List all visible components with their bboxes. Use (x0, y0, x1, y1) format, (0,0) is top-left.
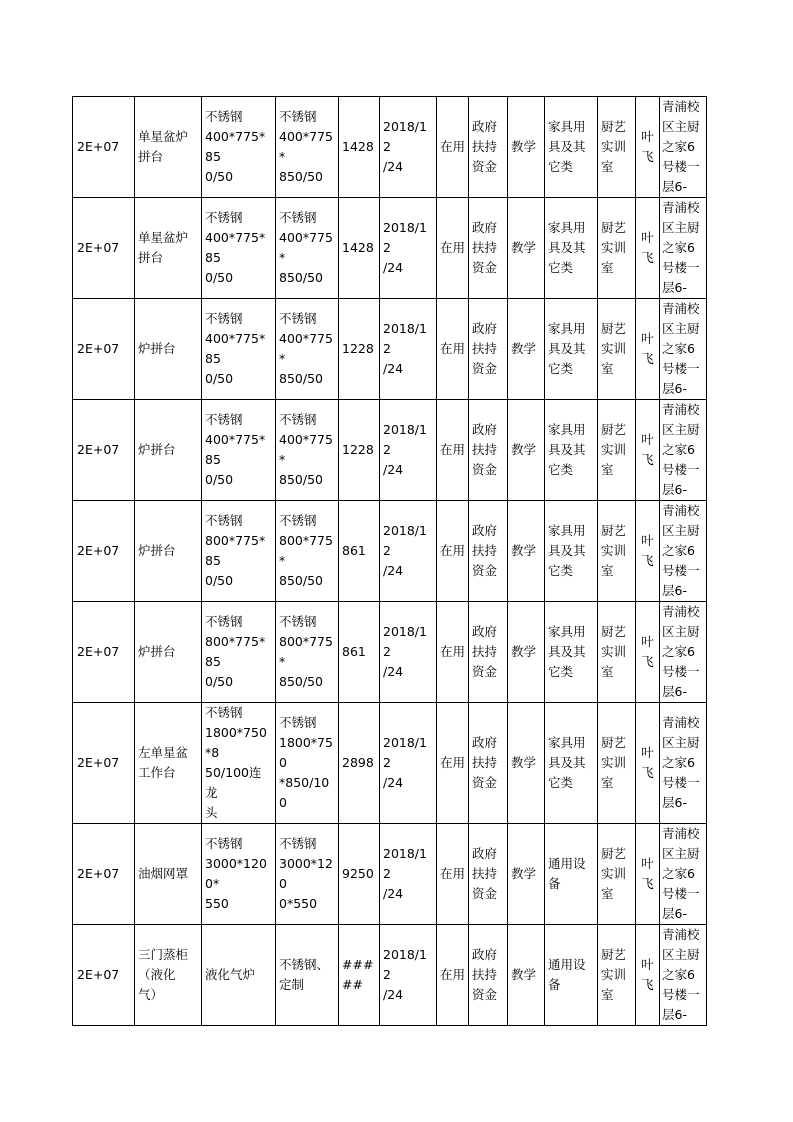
category-cell: 家具用 具及其 它类 (545, 400, 598, 501)
model-cell: 不锈钢 400*775* 850/50 (276, 299, 339, 400)
status-cell: 在用 (437, 97, 469, 198)
status-cell: 在用 (437, 198, 469, 299)
asset-code-cell: 2E+07 (73, 501, 135, 602)
material-spec-cell: 不锈钢 400*775*85 0/50 (202, 400, 276, 501)
material-spec-cell: 不锈钢 1800*750*8 50/100连龙 头 (202, 703, 276, 824)
model-cell: 不锈钢 800*775* 850/50 (276, 501, 339, 602)
material-spec-cell: 不锈钢 3000*1200* 550 (202, 824, 276, 925)
status-cell: 在用 (437, 501, 469, 602)
custodian-cell: 叶 飞 (636, 299, 660, 400)
purchase-date-cell: 2018/12 /24 (380, 97, 437, 198)
location-cell: 青浦校 区主厨 之家6 号楼一 层6- (660, 602, 707, 703)
asset-name-cell: 三门蒸柜 （液化 气） (135, 925, 202, 1026)
asset-name-cell: 炉拼台 (135, 501, 202, 602)
purchase-date-cell: 2018/12 /24 (380, 602, 437, 703)
model-cell: 不锈钢 1800*750 *850/100 (276, 703, 339, 824)
model-cell: 不锈钢 3000*120 0*550 (276, 824, 339, 925)
table-row (73, 602, 707, 703)
usage-cell: 教学 (508, 299, 545, 400)
asset-name-cell: 炉拼台 (135, 299, 202, 400)
purchase-date-cell: 2018/12 /24 (380, 501, 437, 602)
funding-source-cell: 政府 扶持 资金 (469, 198, 508, 299)
purchase-date-cell: 2018/12 /24 (380, 400, 437, 501)
category-cell: 家具用 具及其 它类 (545, 198, 598, 299)
funding-source-cell: 政府 扶持 资金 (469, 925, 508, 1026)
category-cell: 通用设 备 (545, 925, 598, 1026)
asset-name-cell: 炉拼台 (135, 602, 202, 703)
usage-cell: 教学 (508, 925, 545, 1026)
usage-cell: 教学 (508, 703, 545, 824)
price-cell: 2898 (339, 703, 380, 824)
custodian-cell: 叶 飞 (636, 198, 660, 299)
table-row (73, 97, 707, 198)
category-cell: 家具用 具及其 它类 (545, 703, 598, 824)
table-row (73, 501, 707, 602)
usage-cell: 教学 (508, 198, 545, 299)
model-cell: 不锈钢 400*775* 850/50 (276, 400, 339, 501)
department-cell: 厨艺 实训 室 (598, 501, 636, 602)
department-cell: 厨艺 实训 室 (598, 400, 636, 501)
funding-source-cell: 政府 扶持 资金 (469, 501, 508, 602)
asset-code-cell: 2E+07 (73, 299, 135, 400)
purchase-date-cell: 2018/12 /24 (380, 824, 437, 925)
asset-name-cell: 炉拼台 (135, 400, 202, 501)
model-cell: 不锈钢 400*775* 850/50 (276, 97, 339, 198)
status-cell: 在用 (437, 824, 469, 925)
location-cell: 青浦校 区主厨 之家6 号楼一 层6- (660, 824, 707, 925)
category-cell: 通用设 备 (545, 824, 598, 925)
asset-code-cell: 2E+07 (73, 824, 135, 925)
custodian-cell: 叶 飞 (636, 602, 660, 703)
model-cell: 不锈钢 800*775* 850/50 (276, 602, 339, 703)
material-spec-cell: 不锈钢 400*775*85 0/50 (202, 97, 276, 198)
price-cell: 1428 (339, 97, 380, 198)
price-cell: 861 (339, 602, 380, 703)
asset-code-cell: 2E+07 (73, 925, 135, 1026)
location-cell: 青浦校 区主厨 之家6 号楼一 层6- (660, 925, 707, 1026)
asset-code-cell: 2E+07 (73, 703, 135, 824)
table-row (73, 299, 707, 400)
price-cell: 9250 (339, 824, 380, 925)
custodian-cell: 叶 飞 (636, 703, 660, 824)
asset-code-cell: 2E+07 (73, 198, 135, 299)
usage-cell: 教学 (508, 501, 545, 602)
custodian-cell: 叶 飞 (636, 97, 660, 198)
price-cell: 1228 (339, 299, 380, 400)
status-cell: 在用 (437, 400, 469, 501)
department-cell: 厨艺 实训 室 (598, 925, 636, 1026)
material-spec-cell: 不锈钢 800*775*85 0/50 (202, 602, 276, 703)
asset-name-cell: 单星盆炉 拼台 (135, 97, 202, 198)
category-cell: 家具用 具及其 它类 (545, 299, 598, 400)
custodian-cell: 叶 飞 (636, 925, 660, 1026)
funding-source-cell: 政府 扶持 资金 (469, 400, 508, 501)
price-cell: 1228 (339, 400, 380, 501)
status-cell: 在用 (437, 602, 469, 703)
department-cell: 厨艺 实训 室 (598, 97, 636, 198)
funding-source-cell: 政府 扶持 资金 (469, 824, 508, 925)
purchase-date-cell: 2018/12 /24 (380, 925, 437, 1026)
table-row (73, 925, 707, 1026)
funding-source-cell: 政府 扶持 资金 (469, 97, 508, 198)
material-spec-cell: 不锈钢 400*775*85 0/50 (202, 299, 276, 400)
department-cell: 厨艺 实训 室 (598, 602, 636, 703)
material-spec-cell: 液化气炉 (202, 925, 276, 1026)
category-cell: 家具用 具及其 它类 (545, 97, 598, 198)
usage-cell: 教学 (508, 400, 545, 501)
model-cell: 不锈钢、 定制 (276, 925, 339, 1026)
funding-source-cell: 政府 扶持 资金 (469, 703, 508, 824)
funding-source-cell: 政府 扶持 资金 (469, 602, 508, 703)
location-cell: 青浦校 区主厨 之家6 号楼一 层6- (660, 703, 707, 824)
asset-table (72, 96, 707, 1026)
table-row (73, 824, 707, 925)
table-row (73, 400, 707, 501)
material-spec-cell: 不锈钢 400*775*85 0/50 (202, 198, 276, 299)
location-cell: 青浦校 区主厨 之家6 号楼一 层6- (660, 501, 707, 602)
table-row (73, 198, 707, 299)
model-cell: 不锈钢 400*775* 850/50 (276, 198, 339, 299)
category-cell: 家具用 具及其 它类 (545, 501, 598, 602)
department-cell: 厨艺 实训 室 (598, 824, 636, 925)
department-cell: 厨艺 实训 室 (598, 198, 636, 299)
status-cell: 在用 (437, 703, 469, 824)
location-cell: 青浦校 区主厨 之家6 号楼一 层6- (660, 400, 707, 501)
asset-code-cell: 2E+07 (73, 400, 135, 501)
price-cell: 861 (339, 501, 380, 602)
location-cell: 青浦校 区主厨 之家6 号楼一 层6- (660, 198, 707, 299)
purchase-date-cell: 2018/12 /24 (380, 299, 437, 400)
table-row (73, 703, 707, 824)
purchase-date-cell: 2018/12 /24 (380, 198, 437, 299)
status-cell: 在用 (437, 299, 469, 400)
usage-cell: 教学 (508, 824, 545, 925)
custodian-cell: 叶 飞 (636, 400, 660, 501)
custodian-cell: 叶 飞 (636, 824, 660, 925)
asset-code-cell: 2E+07 (73, 602, 135, 703)
asset-name-cell: 油烟网罩 (135, 824, 202, 925)
department-cell: 厨艺 实训 室 (598, 299, 636, 400)
price-cell: ##### (339, 925, 380, 1026)
asset-code-cell: 2E+07 (73, 97, 135, 198)
custodian-cell: 叶 飞 (636, 501, 660, 602)
asset-name-cell: 左单星盆 工作台 (135, 703, 202, 824)
usage-cell: 教学 (508, 97, 545, 198)
asset-name-cell: 单星盆炉 拼台 (135, 198, 202, 299)
department-cell: 厨艺 实训 室 (598, 703, 636, 824)
category-cell: 家具用 具及其 它类 (545, 602, 598, 703)
funding-source-cell: 政府 扶持 资金 (469, 299, 508, 400)
status-cell: 在用 (437, 925, 469, 1026)
location-cell: 青浦校 区主厨 之家6 号楼一 层6- (660, 97, 707, 198)
purchase-date-cell: 2018/12 /24 (380, 703, 437, 824)
price-cell: 1428 (339, 198, 380, 299)
location-cell: 青浦校 区主厨 之家6 号楼一 层6- (660, 299, 707, 400)
usage-cell: 教学 (508, 602, 545, 703)
material-spec-cell: 不锈钢 800*775*85 0/50 (202, 501, 276, 602)
asset-table-body (73, 97, 707, 1026)
